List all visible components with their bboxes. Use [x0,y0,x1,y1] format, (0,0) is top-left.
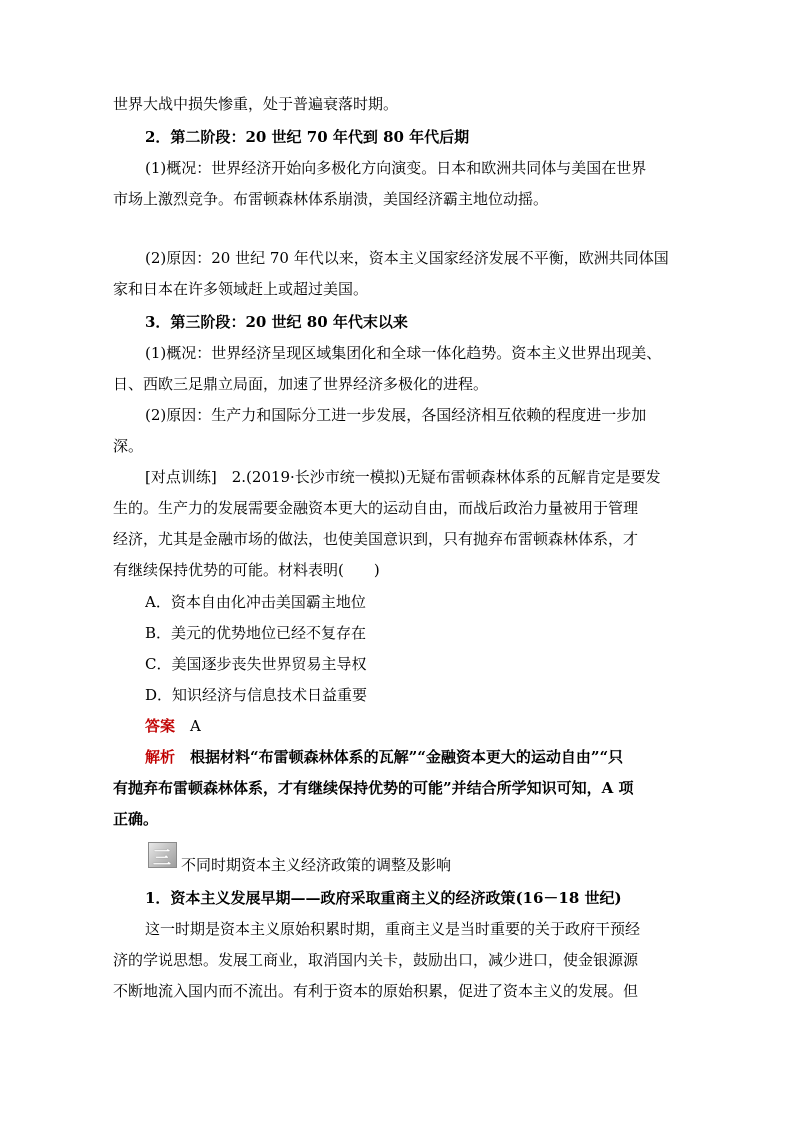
text-line: 日、西欧三足鼎立局面，加速了世界经济多极化的进程。 [113,375,489,393]
section-number: 三 [153,848,171,869]
text-line: 家和日本在许多领域赶上或超过美国。 [113,280,369,298]
answer-label: 答案 [145,717,176,735]
stage-heading: 1．资本主义发展早期——政府采取重商主义的经济政策(16－18 世纪) [145,889,622,907]
text-line: 经济，尤其是金融市场的做法，也使美国意识到，只有抛弃布雷顿森林体系，才 [113,530,639,548]
text-line: 市场上激烈竞争。布雷顿森林体系崩溃，美国经济霸主地位动摇。 [113,190,549,208]
text-line: 世界大战中损失惨重，处于普遍衰落时期。 [113,95,399,113]
analysis-text: 根据材料“布雷顿森林体系的瓦解”“金融资本更大的运动自由”“只 [190,748,624,766]
option-b: B．美元的优势地位已经不复存在 [145,624,367,642]
text-line: 生的。生产力的发展需要金融资本更大的运动自由，而战后政治力量被用于管理 [113,499,639,517]
answer-value: A [190,717,201,735]
stage-heading: 2．第二阶段：20 世纪 70 年代到 80 年代后期 [145,128,470,146]
exercise-intro: [对点训练] 2.(2019·长沙市统一模拟)无疑布雷顿森林体系的瓦解肯定是要发 [145,468,661,486]
text-line: 济的学说思想。发展工商业，取消国内关卡，鼓励出口，减少进口，使金银源源 [113,951,639,969]
text-line: (2)原因：生产力和国际分工进一步发展，各国经济相互依赖的程度进一步加 [145,406,647,424]
analysis-text: 有抛弃布雷顿森林体系，才有继续保持优势的可能”并结合所学知识可知，A 项 [113,779,634,797]
option-d: D．知识经济与信息技术日益重要 [145,686,368,704]
section-title: 不同时期资本主义经济政策的调整及影响 [181,856,452,874]
answer-line [145,716,683,736]
text-line: 这一时期是资本主义原始积累时期，重商主义是当时重要的关于政府干预经 [145,920,641,938]
text-line: (1)概况：世界经济开始向多极化方向演变。日本和欧洲共同体与美国在世界 [145,159,647,177]
stage-heading: 3．第三阶段：20 世纪 80 年代末以来 [145,313,408,331]
option-a: A．资本自由化冲击美国霸主地位 [145,593,366,611]
analysis-text: 正确。 [113,810,159,828]
text-line: (1)概况：世界经济呈现区域集团化和全球一体化趋势。资本主义世界出现美、 [145,344,662,362]
analysis-label: 解析 [145,748,176,766]
option-c: C．美国逐步丧失世界贸易主导权 [145,655,367,673]
text-line: 深。 [113,437,144,455]
section-number-badge [148,842,177,868]
text-line: (2)原因：20 世纪 70 年代以来，资本主义国家经济发展不平衡，欧洲共同体国 [145,249,669,267]
text-line: 不断地流入国内而不流出。有利于资本的原始积累，促进了资本主义的发展。但 [113,982,639,1000]
analysis-line [145,747,683,767]
text-line: 有继续保持优势的可能。材料表明( ) [113,561,380,579]
